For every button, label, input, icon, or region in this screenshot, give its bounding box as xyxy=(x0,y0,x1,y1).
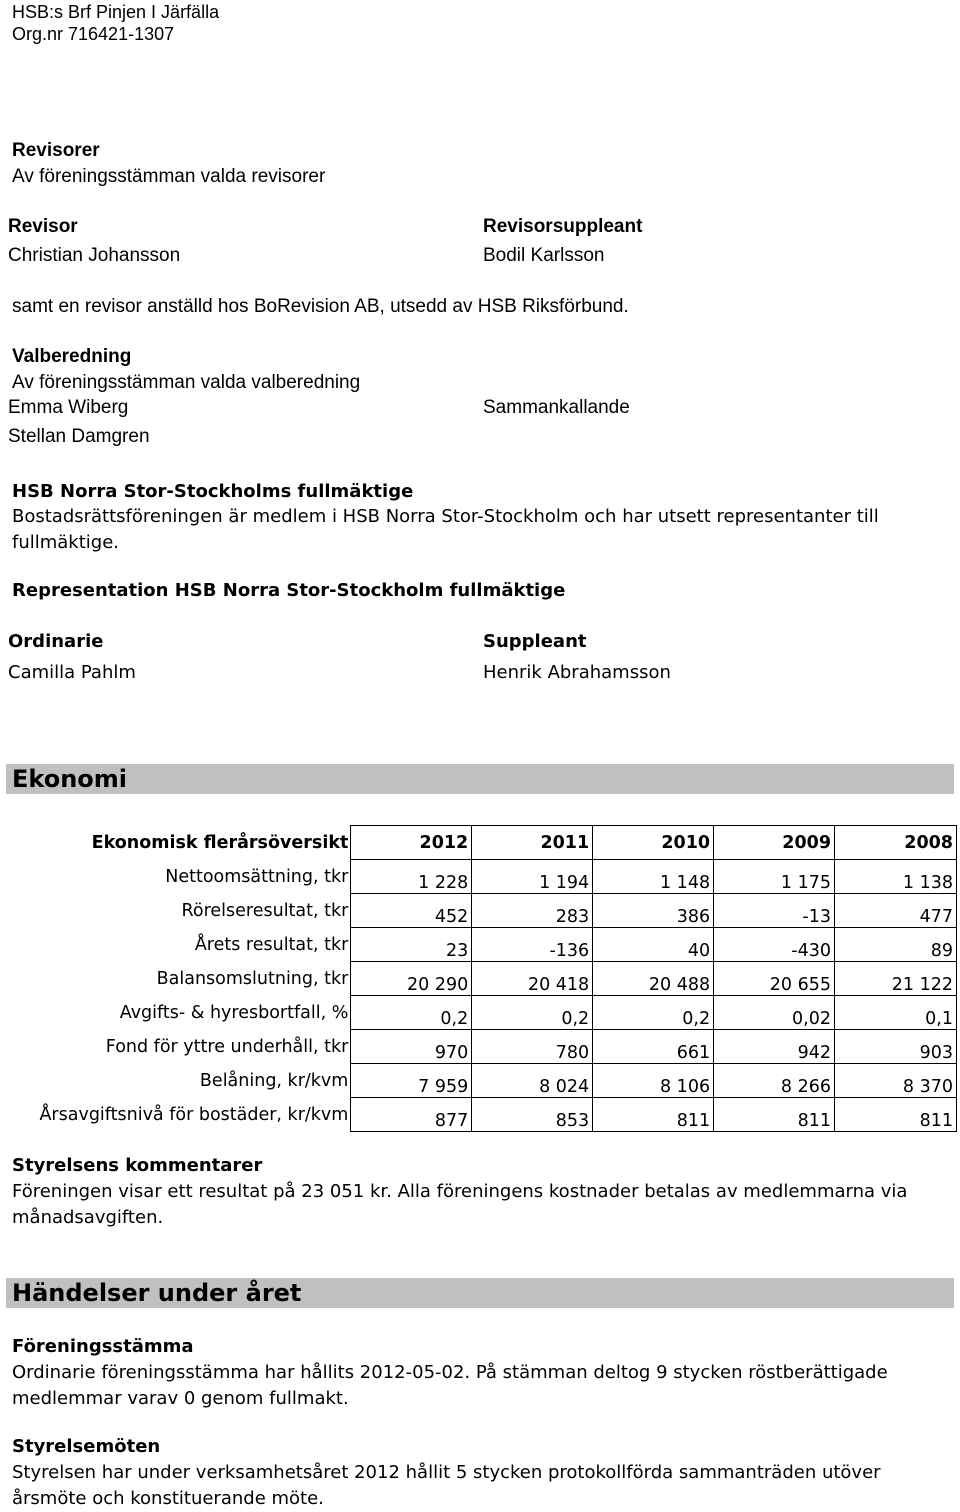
table-cell: 877 xyxy=(351,1098,472,1132)
org-name: HSB:s Brf Pinjen I Järfälla xyxy=(12,2,220,22)
year-header: 2011 xyxy=(472,826,593,860)
valberedning-subtitle: Av föreningsstämman valda valberedning xyxy=(12,372,361,393)
table-cell: 8 370 xyxy=(835,1064,957,1098)
styrelsemoten-text: Styrelsen har under verksamhetsåret 2012 hållit 5 stycken protokollförda sammanträden utöver årsmöte och konstituerande möte. xyxy=(12,1462,881,1509)
representation-title: Representation HSB Norra Stor-Stockholm fullmäktige xyxy=(12,580,566,601)
suppleant-label: Suppleant xyxy=(483,631,587,652)
revisorer-subtitle: Av föreningsstämman valda revisorer xyxy=(12,166,326,187)
ordinarie-label: Ordinarie xyxy=(8,631,104,652)
fullmaktige-title: HSB Norra Stor-Stockholms fullmäktige xyxy=(12,481,414,502)
table-header-row xyxy=(8,826,957,860)
table-cell: 40 xyxy=(593,928,714,962)
org-number: Org.nr 716421-1307 xyxy=(12,24,175,44)
row-label: Nettoomsättning, tkr xyxy=(8,860,351,894)
table-cell: 20 488 xyxy=(593,962,714,996)
table-row xyxy=(8,894,957,928)
suppleant-name: Henrik Abrahamsson xyxy=(483,662,671,683)
row-label: Årets resultat, tkr xyxy=(8,928,351,962)
table-cell: 8 024 xyxy=(472,1064,593,1098)
row-label: Årsavgiftsnivå för bostäder, kr/kvm xyxy=(8,1098,351,1132)
revisor-label: Revisor xyxy=(8,216,78,237)
table-row xyxy=(8,928,957,962)
table-title: Ekonomisk flerårsöversikt xyxy=(8,826,351,860)
table-cell: 8 106 xyxy=(593,1064,714,1098)
table-row xyxy=(8,1030,957,1064)
table-cell: 477 xyxy=(835,894,957,928)
table-cell: 283 xyxy=(472,894,593,928)
row-label: Balansomslutning, tkr xyxy=(8,962,351,996)
table-row xyxy=(8,996,957,1030)
table-cell: 1 175 xyxy=(714,860,835,894)
table-cell: 7 959 xyxy=(351,1064,472,1098)
table-row xyxy=(8,1064,957,1098)
table-cell: 0,2 xyxy=(472,996,593,1030)
table-cell: 20 655 xyxy=(714,962,835,996)
table-row xyxy=(8,1098,957,1132)
table-cell: 0,2 xyxy=(593,996,714,1030)
fullmaktige-text: Bostadsrättsföreningen är medlem i HSB Norra Stor-Stockholm och har utsett representanter till fullmäktige. xyxy=(12,506,879,553)
revisorsuppleant-name: Bodil Karlsson xyxy=(483,245,605,266)
table-cell: 1 138 xyxy=(835,860,957,894)
handelser-section-title: Händelser under året xyxy=(12,1279,302,1307)
valberedning-member-2: Stellan Damgren xyxy=(8,426,150,447)
ekonomisk-oversikt-table xyxy=(8,825,957,1132)
ekonomi-section-header xyxy=(6,764,954,794)
ekonomi-section-title: Ekonomi xyxy=(12,765,128,793)
table-cell: 811 xyxy=(714,1098,835,1132)
table-cell: 452 xyxy=(351,894,472,928)
table-cell: 23 xyxy=(351,928,472,962)
handelser-section-header xyxy=(6,1278,954,1308)
revisor-name: Christian Johansson xyxy=(8,245,181,266)
revisorer-note: samt en revisor anställd hos BoRevision AB, utsedd av HSB Riksförbund. xyxy=(12,296,629,317)
row-label: Belåning, kr/kvm xyxy=(8,1064,351,1098)
valberedning-title: Valberedning xyxy=(12,346,132,367)
table-cell: 0,02 xyxy=(714,996,835,1030)
year-header: 2008 xyxy=(835,826,957,860)
table-cell: 811 xyxy=(593,1098,714,1132)
table-cell: 1 148 xyxy=(593,860,714,894)
comment-text: Föreningen visar ett resultat på 23 051 kr. Alla föreningens kostnader betalas av medlemmarna via månadsavgiften. xyxy=(12,1181,908,1228)
valberedning-member-1: Emma Wiberg xyxy=(8,397,129,418)
valberedning-member-1-role: Sammankallande xyxy=(483,397,630,418)
table-cell: 0,1 xyxy=(835,996,957,1030)
table-cell: 0,2 xyxy=(351,996,472,1030)
table-cell: -13 xyxy=(714,894,835,928)
table-cell: 942 xyxy=(714,1030,835,1064)
table-cell: 21 122 xyxy=(835,962,957,996)
ordinarie-name: Camilla Pahlm xyxy=(8,662,136,683)
table-cell: 661 xyxy=(593,1030,714,1064)
table-cell: 903 xyxy=(835,1030,957,1064)
row-label: Avgifts- & hyresbortfall, % xyxy=(8,996,351,1030)
row-label: Fond för yttre underhåll, tkr xyxy=(8,1030,351,1064)
revisorsuppleant-label: Revisorsuppleant xyxy=(483,216,643,237)
table-cell: 811 xyxy=(835,1098,957,1132)
table-cell: 1 228 xyxy=(351,860,472,894)
table-cell: 780 xyxy=(472,1030,593,1064)
revisorer-title: Revisorer xyxy=(12,140,100,161)
table-cell: 20 418 xyxy=(472,962,593,996)
row-label: Rörelseresultat, tkr xyxy=(8,894,351,928)
table-row xyxy=(8,962,957,996)
year-header: 2012 xyxy=(351,826,472,860)
table-cell: 89 xyxy=(835,928,957,962)
table-cell: 20 290 xyxy=(351,962,472,996)
table-cell: 970 xyxy=(351,1030,472,1064)
year-header: 2010 xyxy=(593,826,714,860)
comment-title: Styrelsens kommentarer xyxy=(12,1155,263,1176)
table-cell: -430 xyxy=(714,928,835,962)
foreningsstamma-title: Föreningsstämma xyxy=(12,1336,194,1357)
table-row xyxy=(8,860,957,894)
styrelsemoten-title: Styrelsemöten xyxy=(12,1436,161,1457)
table-cell: -136 xyxy=(472,928,593,962)
table-cell: 1 194 xyxy=(472,860,593,894)
year-header: 2009 xyxy=(714,826,835,860)
foreningsstamma-text: Ordinarie föreningsstämma har hållits 2012-05-02. På stämman deltog 9 stycken röstberättigade medlemmar varav 0 genom fullmakt. xyxy=(12,1362,888,1409)
table-cell: 8 266 xyxy=(714,1064,835,1098)
table-cell: 386 xyxy=(593,894,714,928)
table-cell: 853 xyxy=(472,1098,593,1132)
